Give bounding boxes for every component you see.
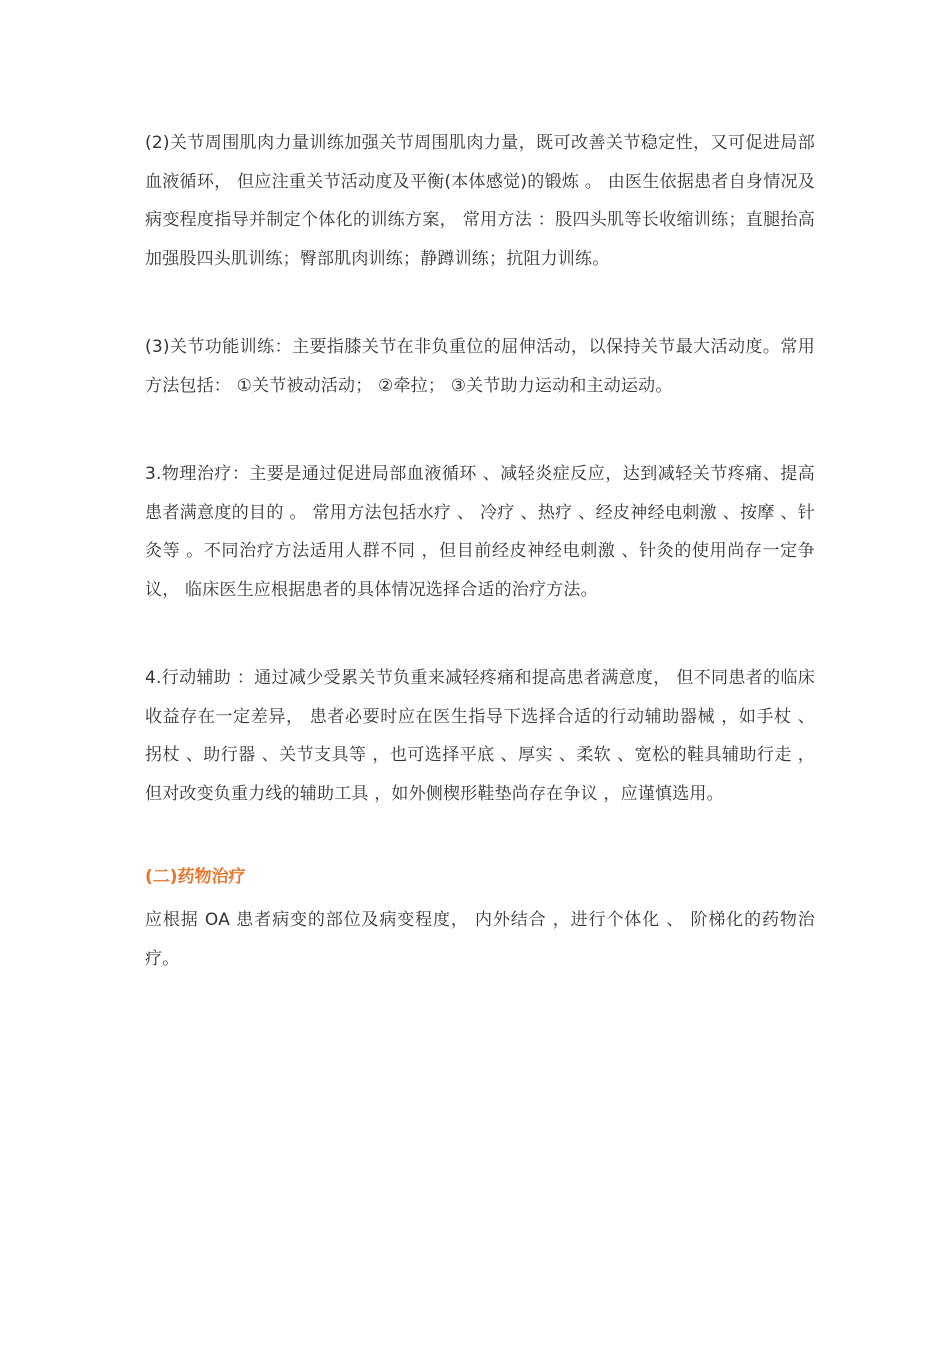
document-page	[145, 124, 815, 978]
paragraph-drug-therapy: 应根据 OA 患者病变的部位及病变程度， 内外结合 ，进行个体化 、 阶梯化的药物治疗。	[145, 910, 815, 969]
paragraph-muscle-strength-training: (2)关节周围肌肉力量训练加强关节周围肌肉力量，既可改善关节稳定性，又可促进局部血液循环， 但应注重关节活动度及平衡(本体感觉)的锻炼 。 由医生依据患者自身情况及病变程度指导并制定个体化的训练方案， 常用方法 ：股四头肌等长收缩训练；直腿抬高加强股四头肌训练；臀部肌肉训练；静蹲训练；抗阻力训练。	[145, 133, 815, 269]
paragraph-mobility-aids: 4.行动辅助 ：通过减少受累关节负重来减轻疼痛和提高患者满意度， 但不同患者的临床收益存在一定差异， 患者必要时应在医生指导下选择合适的行动辅助器械 ，如手杖 、拐杖 、助行器 、关节支具等 ，也可选择平底 、厚实 、柔软 、宽松的鞋具辅助行走 ，但对改变负重力线的辅助工具 ，如外侧楔形鞋垫尚存在争议 ，应谨慎选用。	[145, 668, 815, 804]
paragraph-physical-therapy: 3.物理治疗：主要是通过促进局部血液循环 、减轻炎症反应，达到减轻关节疼痛、提高患者满意度的目的 。 常用方法包括水疗 、 冷疗 、热疗 、经皮神经电刺激 、按摩 、针灸等 。不同治疗方法适用人群不同 ，但目前经皮神经电刺激 、针灸的使用尚存一定争议， 临床医生应根据患者的具体情况选择合适的治疗方法。	[145, 464, 815, 600]
section-heading-drug-therapy: (二)药物治疗	[145, 867, 246, 887]
paragraph-joint-function-training: (3)关节功能训练：主要指膝关节在非负重位的屈伸活动，以保持关节最大活动度。常用方法包括： ①关节被动活动； ②牵拉； ③关节助力运动和主动运动。	[145, 337, 815, 396]
